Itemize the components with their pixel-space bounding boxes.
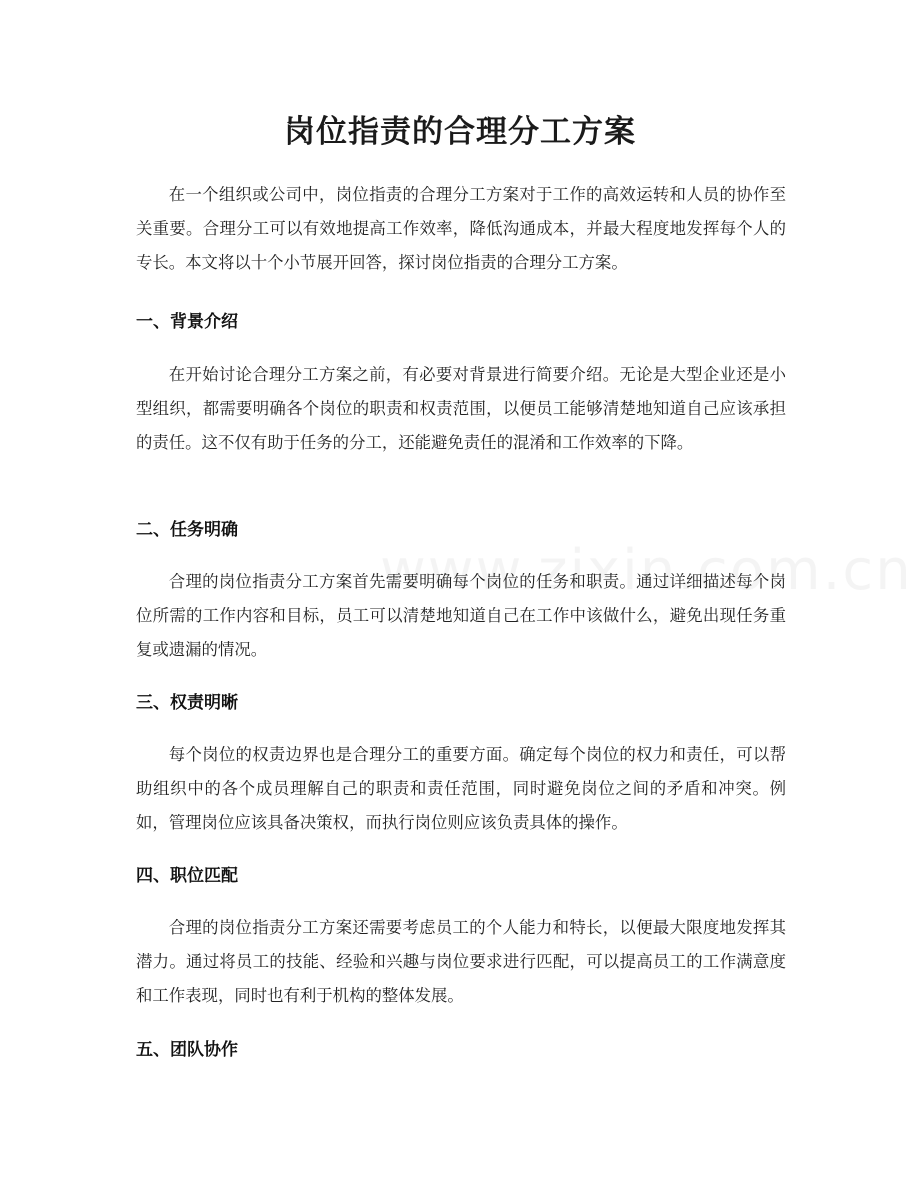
section-body-task: 合理的岗位指责分工方案首先需要明确每个岗位的任务和职责。通过详细描述每个岗位所需的工作内容和目标，员工可以清楚地知道自己在工作中该做什么，避免出现任务重复或遗漏的情况。 <box>136 572 786 659</box>
section-heading-teamwork: 五、团队协作 <box>136 1040 238 1060</box>
section-heading-authority: 三、权责明晰 <box>136 693 238 713</box>
section-heading-matching: 四、职位匹配 <box>136 866 238 886</box>
section-body-matching: 合理的岗位指责分工方案还需要考虑员工的个人能力和特长，以便最大限度地发挥其潜力。通过将员工的技能、经验和兴趣与岗位要求进行匹配，可以提高员工的工作满意度和工作表现，同时也有利于机构的整体发展。 <box>136 918 786 1005</box>
section-heading-task: 二、任务明确 <box>136 520 238 540</box>
intro-paragraph: 在一个组织或公司中，岗位指责的合理分工方案对于工作的高效运转和人员的协作至关重要。合理分工可以有效地提高工作效率，降低沟通成本，并最大程度地发挥每个人的专长。本文将以十个小节展开回答，探讨岗位指责的合理分工方案。 <box>136 185 786 272</box>
section-body-authority: 每个岗位的权责边界也是合理分工的重要方面。确定每个岗位的权力和责任，可以帮助组织中的各个成员理解自己的职责和责任范围，同时避免岗位之间的矛盾和冲突。例如，管理岗位应该具备决策权，而执行岗位则应该负责具体的操作。 <box>136 745 786 832</box>
page-title: 岗位指责的合理分工方案 <box>284 114 636 150</box>
section-body-background: 在开始讨论合理分工方案之前，有必要对背景进行简要介绍。无论是大型企业还是小型组织，都需要明确各个岗位的职责和权责范围，以便员工能够清楚地知道自己应该承担的责任。这不仅有助于任务的分工，还能避免责任的混淆和工作效率的下降。 <box>136 365 786 452</box>
section-heading-background: 一、背景介绍 <box>136 312 238 332</box>
